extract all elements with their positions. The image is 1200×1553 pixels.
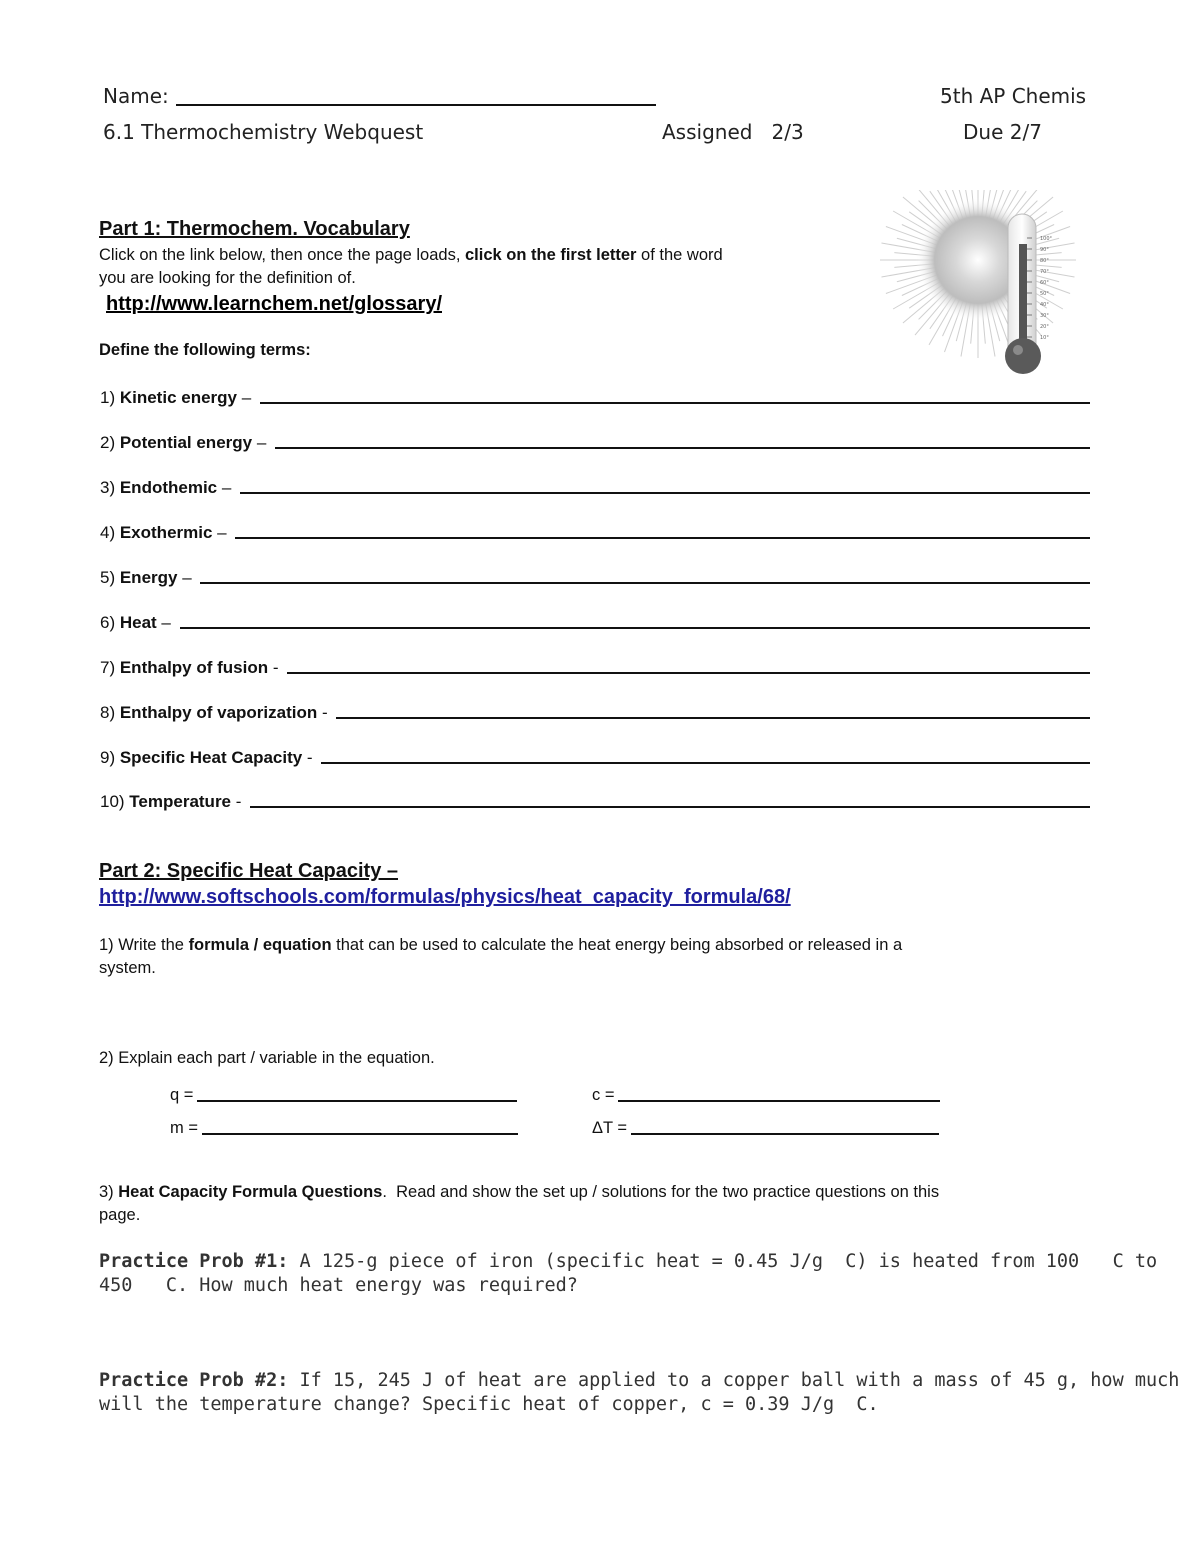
term-name: Exothermic [119, 523, 213, 542]
practice-prob-1-line2: 450 C. How much heat energy was required? [99, 1275, 578, 1296]
var-m-blank[interactable] [202, 1133, 518, 1135]
thermometer-tick-label: 60° [1040, 280, 1049, 286]
q1-text-line2: system. [99, 959, 156, 977]
q3-text-a: 3) [99, 1183, 119, 1201]
var-c-row [592, 1081, 940, 1105]
assigned-date: Assigned 2/3 [662, 120, 804, 144]
instr-text-b: of the word [636, 246, 723, 264]
var-dt-blank[interactable] [631, 1133, 939, 1135]
term-row-5 [100, 562, 1090, 588]
term-name: Temperature [129, 792, 232, 811]
thermometer-tick-label: 30° [1040, 313, 1049, 319]
var-m-row [170, 1114, 518, 1138]
term-name: Potential energy [119, 433, 253, 452]
term-name: Heat [119, 613, 157, 632]
var-q-label: q = [170, 1086, 194, 1104]
term-row-2 [100, 427, 1090, 453]
term-row-6 [100, 607, 1090, 633]
term-num: 8) [100, 703, 120, 722]
term-row-4 [100, 517, 1090, 543]
define-heading: Define the following terms: [99, 341, 311, 359]
practice-prob-1-text: A 125-g piece of iron (specific heat = 0.45 J/g C) is heated from 100 C to [288, 1251, 1158, 1272]
q1-text-b: that can be used to calculate the heat energy being absorbed or released in a [331, 936, 903, 954]
instr-text-a: Click on the link below, then once the page loads, [99, 246, 465, 264]
sun-thermometer-image [880, 190, 1080, 390]
answer-blank[interactable] [260, 402, 1090, 404]
thermometer-tick-label: 90° [1040, 247, 1049, 253]
q1-text-a: 1) Write the [99, 936, 189, 954]
term-num: 10) [100, 792, 130, 811]
answer-blank[interactable] [235, 537, 1090, 539]
thermometer-tick-label: 10° [1040, 335, 1049, 341]
thermometer-tick-label: 50° [1040, 291, 1049, 297]
answer-blank[interactable] [250, 806, 1090, 808]
term-row-8 [100, 697, 1090, 723]
q1-bold: formula / equation [188, 936, 332, 954]
answer-blank[interactable] [240, 492, 1090, 494]
var-c-label: c = [592, 1086, 615, 1104]
practice-prob-2-line2: will the temperature change? Specific heat of copper, c = 0.39 J/g C. [99, 1394, 879, 1415]
thermometer-tick-label: 40° [1040, 302, 1049, 308]
part2-title: Part 2: Specific Heat Capacity – [99, 860, 399, 882]
term-row-9 [100, 742, 1090, 768]
term-sep: – [212, 523, 232, 542]
thermometer-tick-label: 70° [1040, 269, 1049, 275]
var-dt-row [592, 1114, 939, 1138]
name-blank[interactable] [176, 104, 656, 106]
term-row-3 [100, 472, 1090, 498]
term-sep: – [156, 613, 176, 632]
part1-instructions [99, 246, 723, 265]
q3-text-b: . Read and show the set up / solutions for the two practice questions on this [382, 1183, 940, 1201]
term-sep: - [302, 748, 318, 767]
var-m-label: m = [170, 1119, 198, 1137]
instr-bold: click on the first letter [465, 246, 637, 264]
due-date: Due 2/7 [963, 120, 1042, 144]
var-c-blank[interactable] [618, 1100, 940, 1102]
name-label: Name: [103, 84, 169, 108]
part1-title: Part 1: Thermochem. Vocabulary [99, 218, 410, 240]
thermometer-tick-label: 80° [1040, 258, 1049, 264]
term-sep: - [231, 792, 247, 811]
term-num: 7) [100, 658, 120, 677]
part1-instructions-line2: you are looking for the definition of. [99, 269, 356, 287]
term-name: Energy [119, 568, 178, 587]
q2-text: 2) Explain each part / variable in the equation. [99, 1049, 435, 1067]
practice-prob-1 [99, 1250, 1157, 1273]
term-num: 1) [100, 388, 120, 407]
term-sep: – [177, 568, 197, 587]
q3-text-line2: page. [99, 1206, 141, 1224]
q3-text [99, 1183, 939, 1202]
practice-prob-2-label: Practice Prob #2: [99, 1370, 289, 1391]
term-sep: – [217, 478, 237, 497]
term-name: Enthalpy of vaporization [119, 703, 318, 722]
term-sep: – [252, 433, 272, 452]
term-num: 4) [100, 523, 120, 542]
answer-blank[interactable] [200, 582, 1090, 584]
term-num: 6) [100, 613, 120, 632]
class-label: 5th AP Chemis [940, 84, 1087, 108]
answer-blank[interactable] [275, 447, 1090, 449]
term-sep: – [237, 388, 256, 407]
var-q-blank[interactable] [197, 1100, 517, 1102]
glossary-link[interactable]: http://www.learnchem.net/glossary/ [106, 293, 442, 315]
term-sep: - [317, 703, 333, 722]
worksheet-title: 6.1 Thermochemistry Webquest [103, 120, 424, 144]
answer-blank[interactable] [321, 762, 1090, 764]
answer-blank[interactable] [287, 672, 1090, 674]
practice-prob-1-label: Practice Prob #1: [99, 1251, 289, 1272]
term-row-7 [100, 652, 1090, 678]
term-row-10 [100, 786, 1090, 812]
var-q-row [170, 1081, 517, 1105]
term-row-1 [100, 382, 1090, 408]
term-num: 9) [100, 748, 120, 767]
practice-prob-2-text: If 15, 245 J of heat are applied to a copper ball with a mass of 45 g, how much [288, 1370, 1180, 1391]
term-sep: - [268, 658, 284, 677]
term-name: Endothemic [119, 478, 218, 497]
term-num: 2) [100, 433, 120, 452]
var-dt-label: ΔT = [592, 1119, 628, 1137]
term-name: Specific Heat Capacity [119, 748, 303, 767]
term-name: Kinetic energy [119, 388, 237, 407]
term-name: Enthalpy of fusion [119, 658, 269, 677]
thermometer-tick-label: 100° [1040, 236, 1053, 242]
thermometer-tick-label: 20° [1040, 324, 1049, 330]
term-num: 3) [100, 478, 120, 497]
q1-text [99, 936, 902, 955]
softschools-link[interactable]: http://www.softschools.com/formulas/physics/heat_capacity_formula/68/ [99, 886, 791, 908]
answer-blank[interactable] [180, 627, 1090, 629]
answer-blank[interactable] [336, 717, 1090, 719]
q3-bold: Heat Capacity Formula Questions [118, 1183, 383, 1201]
term-num: 5) [100, 568, 120, 587]
practice-prob-2 [99, 1369, 1179, 1392]
